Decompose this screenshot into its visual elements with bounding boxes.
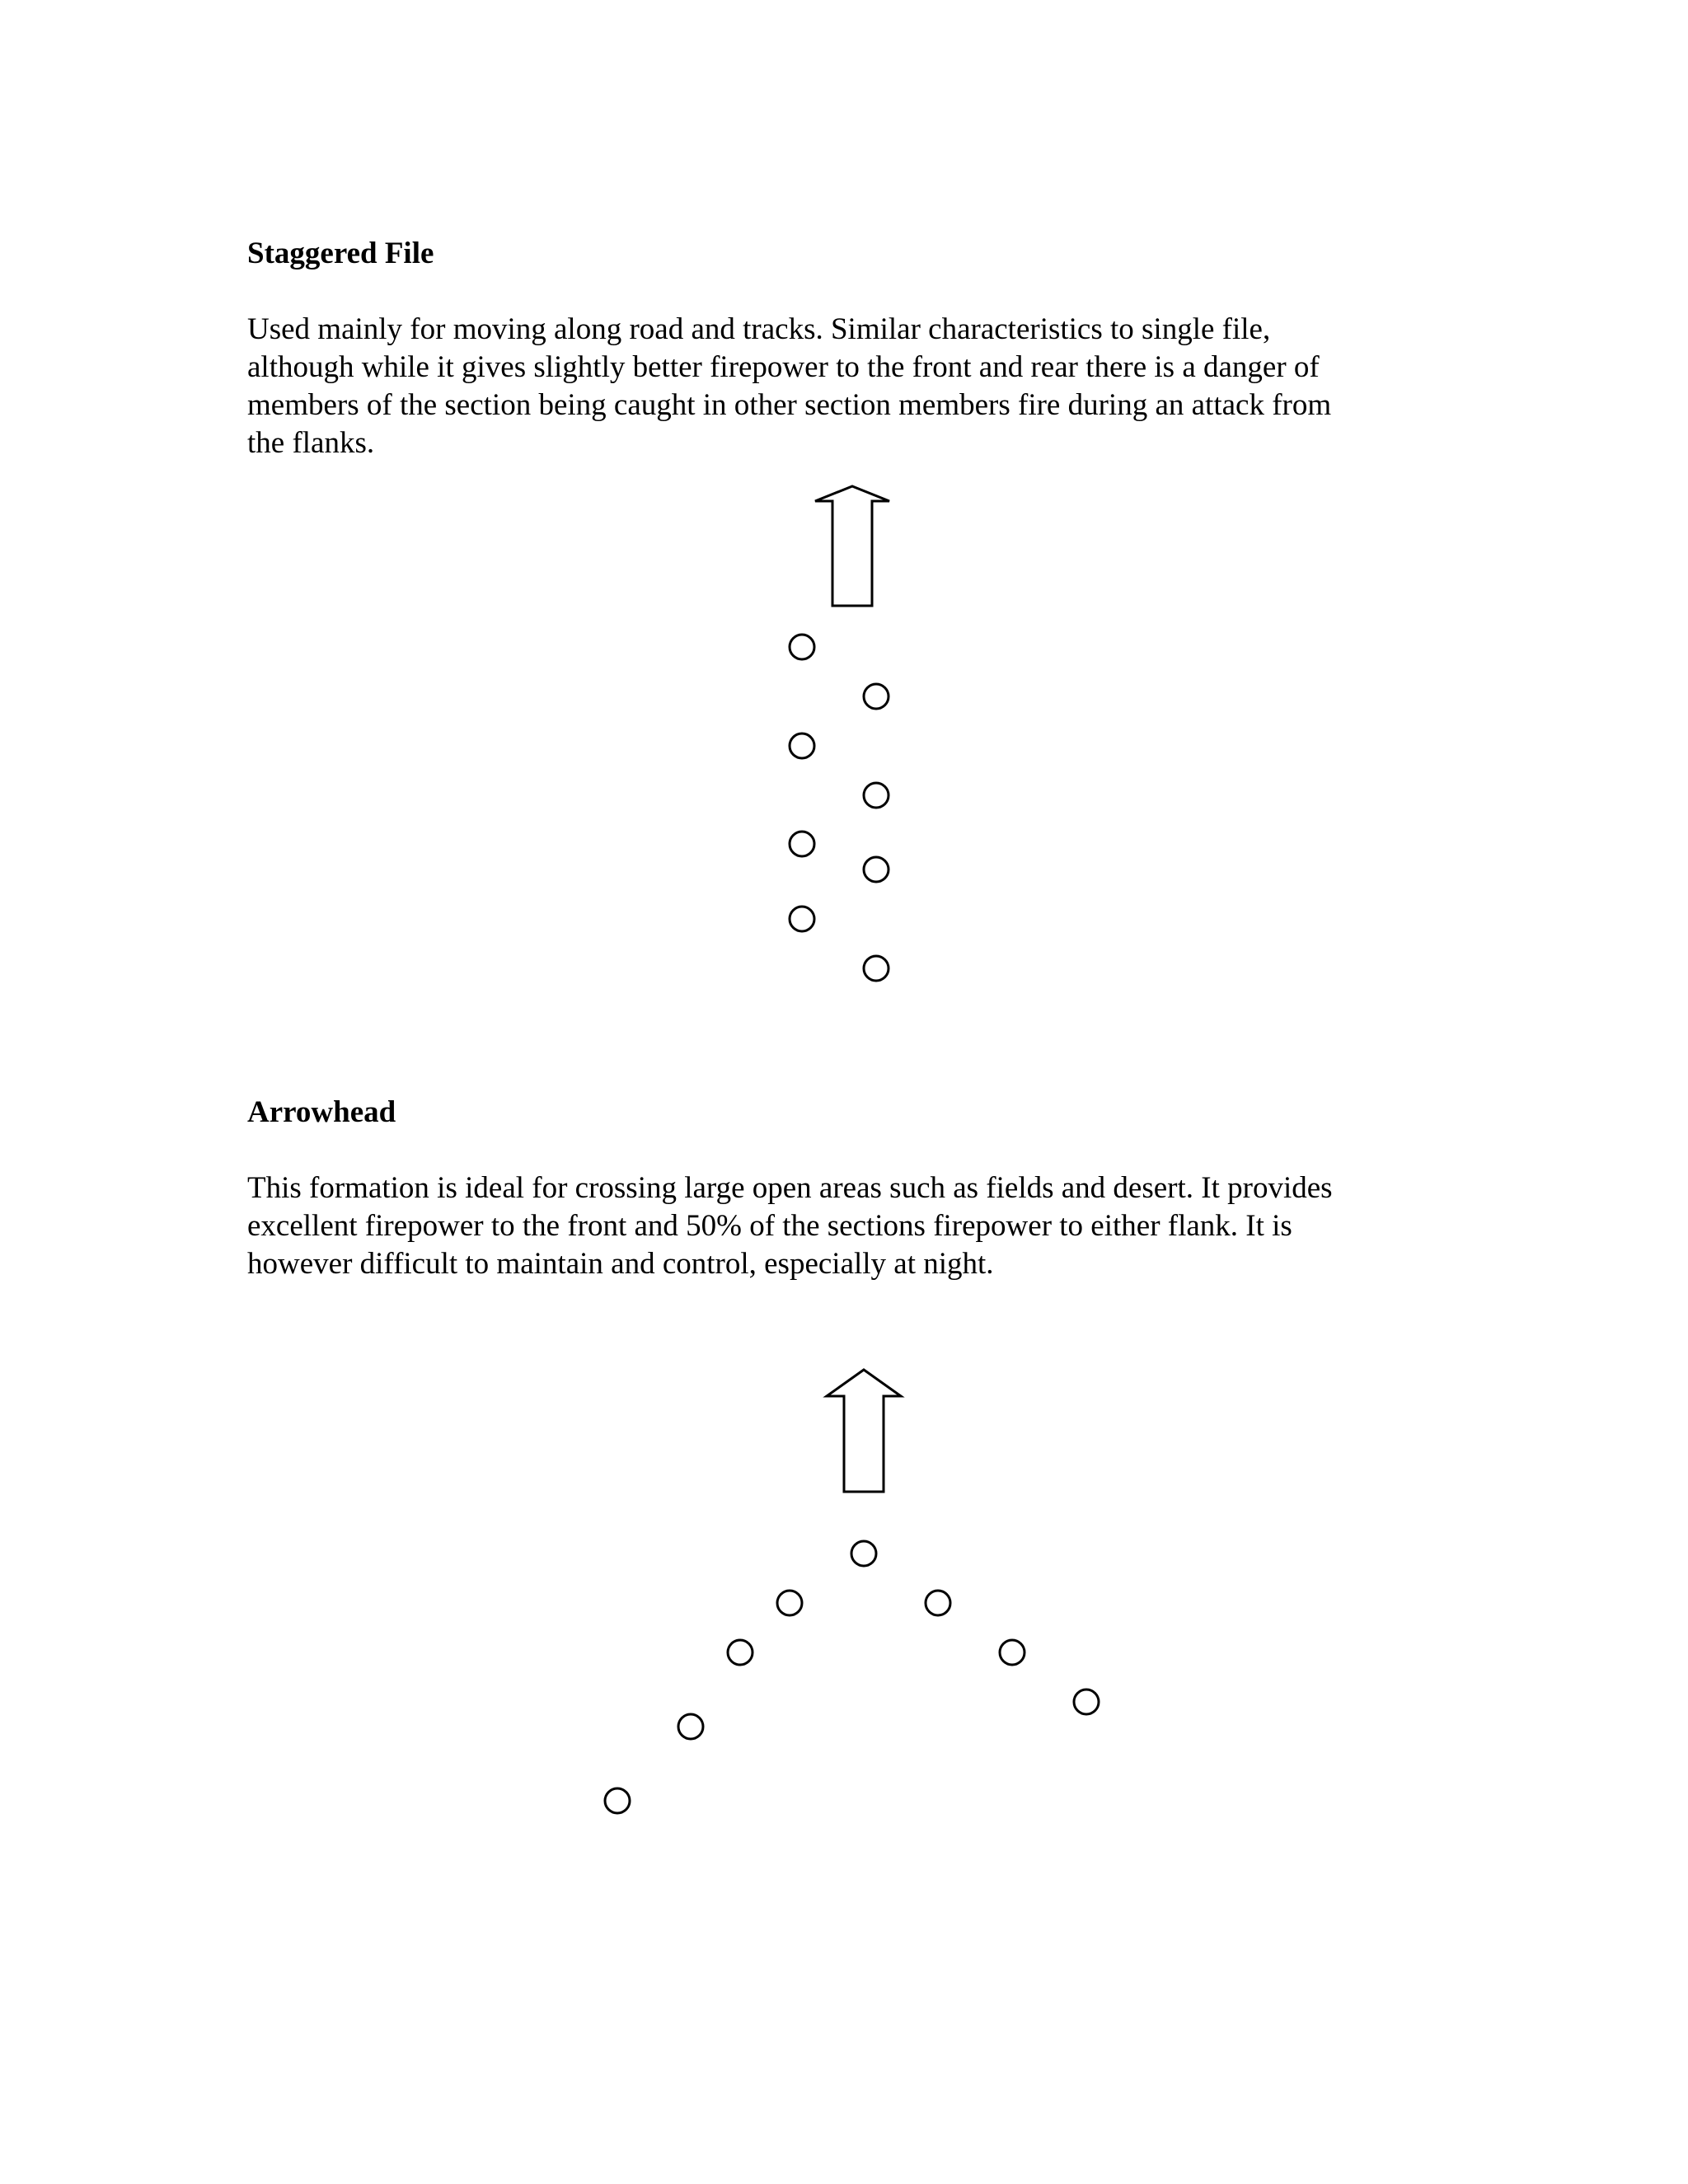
paragraph-line: This formation is ideal for crossing large open areas such as fields and desert. It provides: [247, 1171, 1333, 1205]
section-member-marker: [605, 1788, 630, 1813]
section-member-marker: [926, 1591, 950, 1615]
section-member-marker: [1000, 1640, 1025, 1665]
section-member-marker: [678, 1714, 703, 1739]
paragraph-line: members of the section being caught in other section members fire during an attack from: [247, 388, 1332, 422]
section-member-marker: [728, 1640, 753, 1665]
paragraph-line: however difficult to maintain and control, especially at night.: [247, 1247, 994, 1281]
section-heading-arrowhead: Arrowhead: [247, 1095, 396, 1129]
paragraph-line: excellent firepower to the front and 50% of the sections firepower to either flank. It is: [247, 1209, 1292, 1243]
paragraph-line: the flanks.: [247, 426, 375, 460]
section-heading-staggered-file: Staggered File: [247, 237, 434, 270]
paragraph-line: Used mainly for moving along road and tracks. Similar characteristics to single file,: [247, 312, 1271, 346]
paragraph-line: although while it gives slightly better firepower to the front and rear there is a danger of: [247, 350, 1320, 384]
up-arrow-icon: [827, 1370, 901, 1492]
section-member-marker: [851, 1541, 876, 1566]
section-member-marker: [1074, 1690, 1099, 1714]
section-member-marker: [777, 1591, 802, 1615]
